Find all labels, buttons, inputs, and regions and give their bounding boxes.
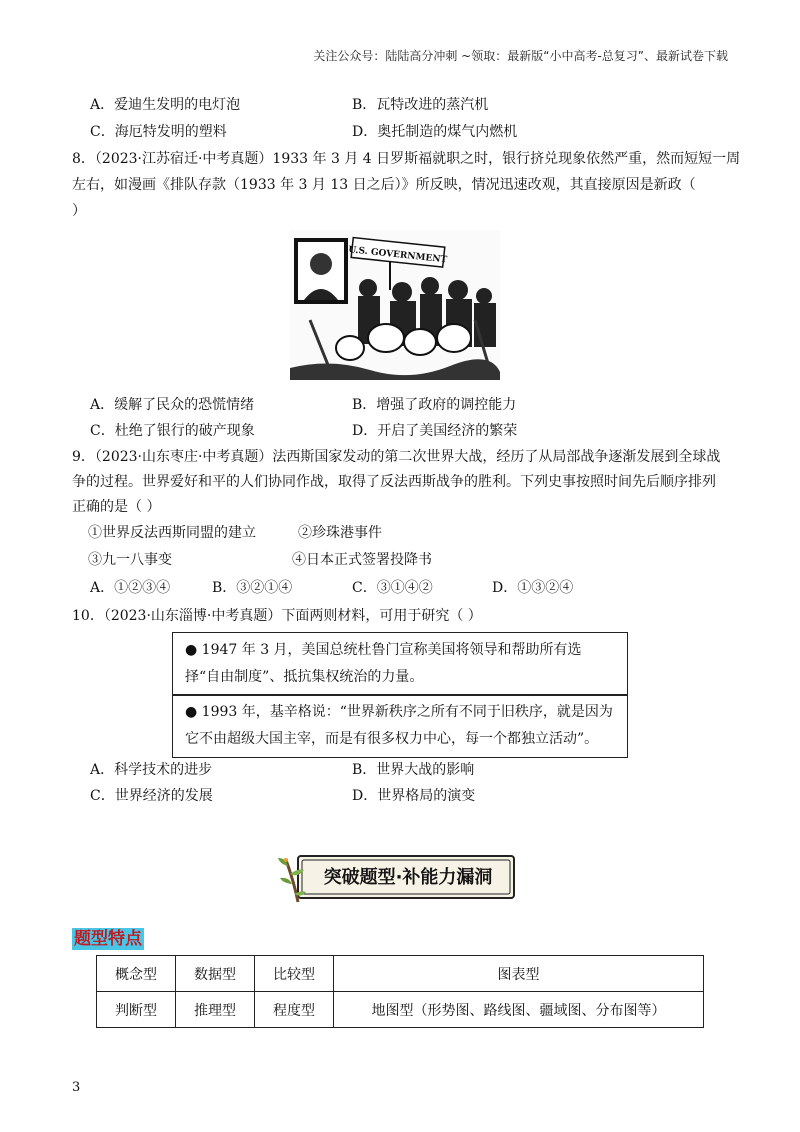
q7-option-a: A．爱迪生发明的电灯泡 (90, 97, 241, 113)
q9-item-4: ④日本正式签署投降书 (292, 552, 432, 568)
cartoon-image (290, 230, 500, 380)
q7-option-c: C．海厄特发明的塑料 (90, 124, 227, 140)
q8-option-b: B．增强了政府的调控能力 (352, 397, 517, 413)
table-cell: 数据型 (176, 956, 255, 992)
section-title: 题型特点 (74, 929, 142, 949)
q7-option-b: B．瓦特改进的蒸汽机 (352, 97, 489, 113)
table-cell: 概念型 (97, 956, 176, 992)
q8-stem-line3: ） (72, 203, 86, 219)
q10-option-b: B．世界大战的影响 (352, 762, 475, 778)
q10-material-2: ● 1993 年，基辛格说：“世界新秩序之所有不同于旧秩序，就是因为它不由超级大国主宰，而是有很多权力中心，每一个都独立活动”。 (172, 694, 628, 758)
table-cell: 推理型 (176, 992, 255, 1028)
table-cell: 图表型 (334, 956, 704, 992)
q10-option-a: A．科学技术的进步 (90, 762, 213, 778)
q7-option-d: D．奥托制造的煤气内燃机 (352, 124, 518, 140)
table-cell: 比较型 (255, 956, 334, 992)
q9-item-1: ①世界反法西斯同盟的建立 (88, 525, 256, 541)
q9-stem-line2: 争的过程。世界爱好和平的人们协同作战，取得了反法西斯战争的胜利。下列史事按照时间先后顺序排列 (72, 474, 716, 490)
page-header: 关注公众号：陆陆高分冲刺 ~领取：最新版“小中高考-总复习”、最新试卷下载 (313, 49, 728, 63)
page-number: 3 (72, 1080, 81, 1095)
table-cell: 判断型 (97, 992, 176, 1028)
banner-title: 突破题型·补能力漏洞 (323, 867, 493, 888)
q9-stem-line1: 9．（2023·山东枣庄·中考真题）法西斯国家发动的第二次世界大战，经历了从局部战争逐渐发展到全球战 (72, 449, 721, 465)
table-cell: 程度型 (255, 992, 334, 1028)
q10-stem: 10．（2023·山东淄博·中考真题）下面两则材料，可用于研究（ ） (72, 608, 482, 624)
q9-item-3: ③九一八事变 (88, 552, 172, 568)
question-type-table (96, 955, 704, 1028)
q8-stem-line1: 8．（2023·江苏宿迁·中考真题）1933 年 3 月 4 日罗斯福就职之时，银行挤兑现象依然严重，然而短短一周 (72, 151, 741, 167)
table-cell: 地图型（形势图、路线图、疆域图、分布图等） (334, 992, 704, 1028)
table-row (97, 992, 704, 1028)
q9-stem-line3: 正确的是（ ） (72, 499, 161, 515)
q9-item-2: ②珍珠港事件 (298, 525, 382, 541)
q10-option-d: D．世界格局的演变 (352, 788, 476, 804)
q8-stem-line2: 左右，如漫画《排队存款（1933 年 3 月 13 日之后）》所反映，情况迅速改观，其直接原因是新政（ (72, 177, 696, 193)
q8-option-a: A．缓解了民众的恐慌情绪 (90, 397, 255, 413)
cartoon-sign-text: U.S. GOVERNMENT (347, 245, 448, 266)
q9-option-b: B．③②①④ (212, 580, 293, 596)
q9-option-a: A．①②③④ (90, 580, 171, 596)
q8-option-c: C．杜绝了银行的破产现象 (90, 423, 255, 439)
q10-option-c: C．世界经济的发展 (90, 788, 213, 804)
q8-option-d: D．开启了美国经济的繁荣 (352, 423, 518, 439)
table-row (97, 956, 704, 992)
q9-option-d: D．①③②④ (492, 580, 574, 596)
q10-material-1: ● 1947 年 3 月，美国总统杜鲁门宣称美国将领导和帮助所有选择“自由制度”、抵抗集权统治的力量。 (172, 632, 628, 696)
q9-option-c: C．③①④② (352, 580, 433, 596)
